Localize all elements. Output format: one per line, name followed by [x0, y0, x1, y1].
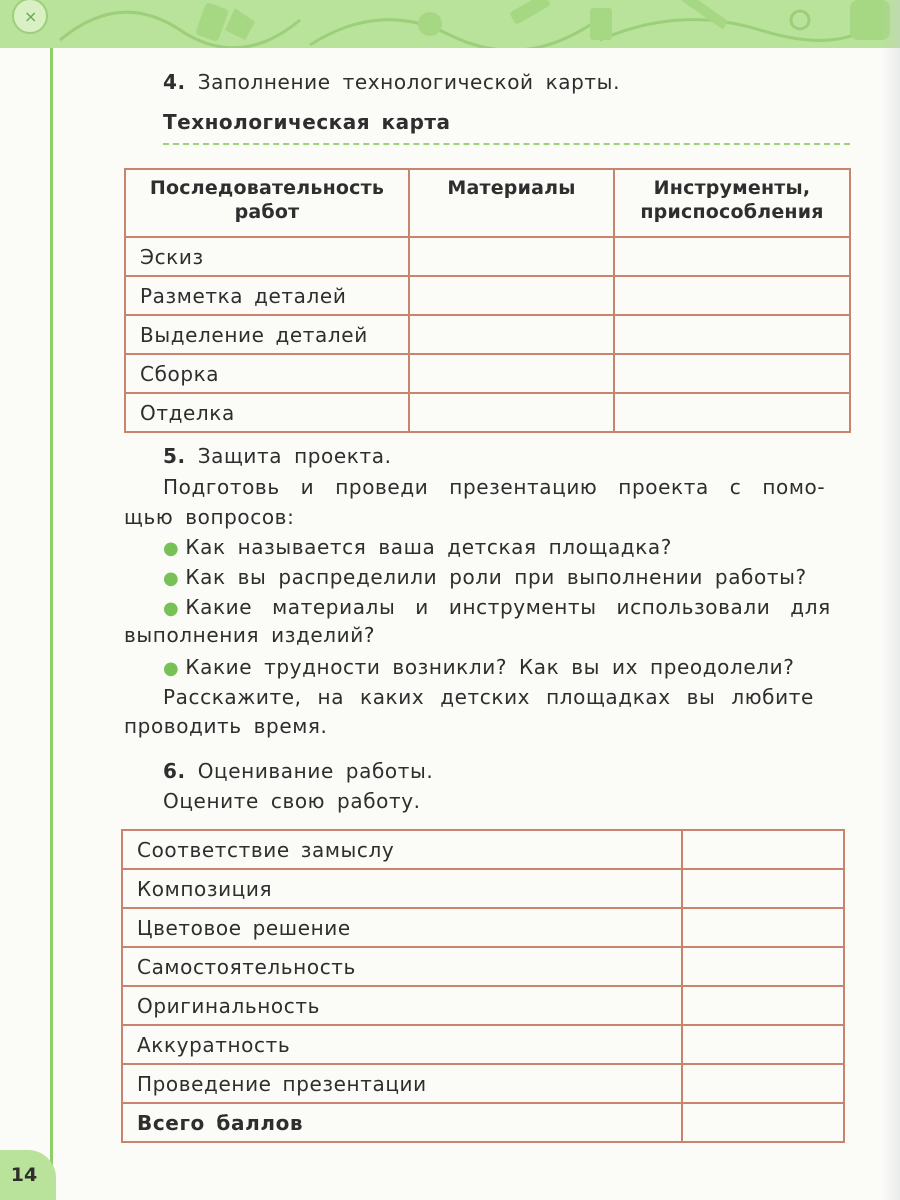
column-header: Материалы — [409, 169, 614, 237]
heading-divider — [163, 143, 850, 145]
question-3-text: Какие материалы и инструменты использовали для — [185, 595, 831, 619]
question-4-text: Какие трудности возникли? Как вы их преодолели? — [185, 655, 795, 679]
criterion-cell: Соответствие замыслу — [122, 830, 682, 869]
question-3 — [163, 595, 831, 619]
criterion-cell: Аккуратность — [122, 1025, 682, 1064]
materials-cell — [409, 354, 614, 393]
tech-map-heading: Технологическая карта — [163, 110, 451, 134]
table-row — [125, 237, 850, 276]
section-5-title — [163, 444, 392, 468]
table-row — [125, 276, 850, 315]
bullet-icon: ● — [163, 598, 180, 619]
score-cell — [682, 869, 844, 908]
score-cell — [682, 830, 844, 869]
materials-cell — [409, 393, 614, 432]
score-cell — [682, 947, 844, 986]
table-header-row — [125, 169, 850, 237]
total-row — [122, 1103, 844, 1142]
page-edge-shadow — [882, 0, 900, 1200]
column-header: Инструменты, приспособления — [614, 169, 850, 237]
step-cell: Сборка — [125, 354, 409, 393]
criterion-cell: Проведение презентации — [122, 1064, 682, 1103]
tools-cell — [614, 237, 850, 276]
evaluation-table — [121, 829, 845, 1143]
total-score-cell — [682, 1103, 844, 1142]
technological-map-table — [124, 168, 851, 433]
intro-line-1: Подготовь и проведи презентацию проекта с помо- — [163, 475, 826, 499]
score-cell — [682, 1064, 844, 1103]
table-row — [122, 1025, 844, 1064]
section-6-text: Оценивание работы. — [197, 759, 434, 783]
materials-cell — [409, 315, 614, 354]
section-5-number: 5. — [163, 444, 186, 468]
intro-line-2: щью вопросов: — [124, 505, 295, 529]
criterion-cell: Самостоятельность — [122, 947, 682, 986]
criterion-cell: Композиция — [122, 869, 682, 908]
top-decorative-band — [0, 0, 900, 48]
table-row — [122, 869, 844, 908]
table-row — [122, 908, 844, 947]
left-margin-strip — [0, 48, 53, 1200]
craft-tools-pattern — [0, 0, 900, 48]
section-6-number: 6. — [163, 759, 186, 783]
step-cell: Эскиз — [125, 237, 409, 276]
bullet-icon: ● — [163, 538, 180, 559]
question-2-text: Как вы распределили роли при выполнении работы? — [185, 565, 807, 589]
score-cell — [682, 908, 844, 947]
section-4-title — [163, 70, 620, 94]
total-label: Всего баллов — [122, 1103, 682, 1142]
score-cell — [682, 1025, 844, 1064]
question-1 — [163, 535, 672, 559]
table-row — [125, 393, 850, 432]
section-4-text: Заполнение технологической карты. — [197, 70, 621, 94]
tools-cell — [614, 276, 850, 315]
tools-cell — [614, 393, 850, 432]
question-1-text: Как называется ваша детская площадка? — [185, 535, 672, 559]
table-row — [125, 315, 850, 354]
step-cell: Разметка деталей — [125, 276, 409, 315]
step-cell: Выделение деталей — [125, 315, 409, 354]
question-2 — [163, 565, 807, 589]
step-cell: Отделка — [125, 393, 409, 432]
page-number: 14 — [0, 1150, 56, 1200]
outro-line-2: проводить время. — [124, 714, 328, 738]
table-row — [122, 830, 844, 869]
materials-cell — [409, 276, 614, 315]
tools-cell — [614, 354, 850, 393]
table-row — [122, 1064, 844, 1103]
question-3-continued: выполнения изделий? — [124, 623, 376, 647]
criterion-cell: Цветовое решение — [122, 908, 682, 947]
section-5-text: Защита проекта. — [197, 444, 392, 468]
tools-cell — [614, 315, 850, 354]
svg-text:×: × — [24, 7, 38, 26]
section-6-title — [163, 759, 433, 783]
section-6-instruction: Оцените свою работу. — [163, 789, 421, 813]
criterion-cell: Оригинальность — [122, 986, 682, 1025]
table-row — [122, 986, 844, 1025]
section-4-number: 4. — [163, 70, 186, 94]
bullet-icon: ● — [163, 568, 180, 589]
bullet-icon: ● — [163, 658, 180, 679]
outro-line-1: Расскажите, на каких детских площадках вы любите — [163, 685, 814, 709]
table-row — [122, 947, 844, 986]
question-4 — [163, 655, 794, 679]
materials-cell — [409, 237, 614, 276]
column-header: Последовательность работ — [125, 169, 409, 237]
score-cell — [682, 986, 844, 1025]
table-row — [125, 354, 850, 393]
